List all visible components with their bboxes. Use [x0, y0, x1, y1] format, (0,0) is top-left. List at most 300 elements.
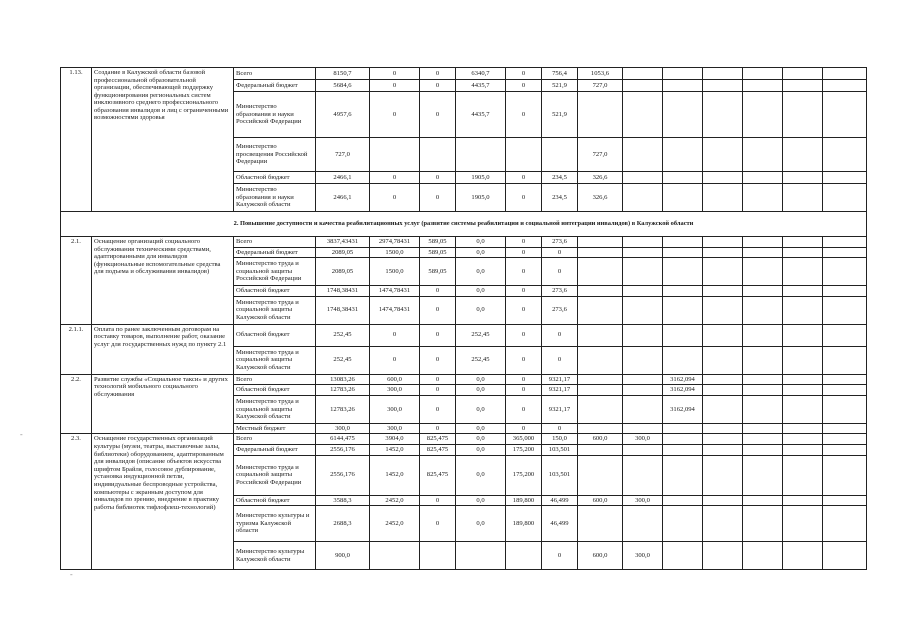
funding-source: Областной бюджет	[234, 385, 316, 396]
amount-cell	[823, 434, 867, 445]
activity-name: Оснащение государственных организаций культуры (музеи, театры, выставочные залы, библиотеки) оборудованием, адаптированным для инвалидов (описание объектов искусства шрифтом Брайля, голосовое дублирование, установка индукционной петли, индивидуальные беспроводные устройства, компьютеры с экранным доступом для инвалидов по зрению, внедрение в практику работы библиотек тифлофлеш-технологий)	[92, 434, 234, 570]
amount-cell: 103,501	[542, 455, 578, 495]
amount-cell	[823, 374, 867, 385]
amount-cell	[823, 423, 867, 434]
amount-cell	[703, 237, 743, 248]
funding-source: Областной бюджет	[234, 324, 316, 346]
amount-cell	[823, 80, 867, 92]
amount-cell: 2089,05	[316, 258, 370, 286]
amount-cell	[783, 80, 823, 92]
item-number: 2.2.	[61, 374, 92, 434]
amount-cell	[542, 138, 578, 172]
amount-cell	[743, 434, 783, 445]
amount-cell: 0	[370, 184, 420, 212]
amount-cell	[623, 395, 663, 423]
funding-source: Областной бюджет	[234, 495, 316, 506]
amount-cell	[743, 346, 783, 374]
amount-cell	[623, 506, 663, 542]
amount-cell	[663, 138, 703, 172]
amount-cell	[823, 542, 867, 570]
funding-source: Министерство труда и социальной защиты Российской Федерации	[234, 455, 316, 495]
amount-cell: 0	[506, 385, 542, 396]
amount-cell	[703, 80, 743, 92]
amount-cell	[663, 324, 703, 346]
amount-cell: 2089,05	[316, 247, 370, 258]
amount-cell	[703, 184, 743, 212]
amount-cell	[623, 184, 663, 212]
amount-cell	[823, 68, 867, 80]
amount-cell	[823, 172, 867, 184]
amount-cell: 589,05	[420, 247, 456, 258]
amount-cell	[703, 138, 743, 172]
item-number: 2.1.	[61, 237, 92, 325]
funding-source: Министерство образования и науки Калужской области	[234, 184, 316, 212]
amount-cell	[743, 395, 783, 423]
funding-source: Министерство труда и социальной защиты Российской Федерации	[234, 258, 316, 286]
amount-cell	[823, 395, 867, 423]
amount-cell: 0	[420, 324, 456, 346]
funding-source: Федеральный бюджет	[234, 80, 316, 92]
amount-cell	[783, 495, 823, 506]
amount-cell: 4957,6	[316, 92, 370, 138]
amount-cell	[663, 434, 703, 445]
amount-cell: 300,0	[370, 423, 420, 434]
amount-cell	[783, 445, 823, 456]
amount-cell: 4435,7	[456, 80, 506, 92]
activity-name: Развитие службы «Социальное такси» и других технологий мобильного социального обслуживания	[92, 374, 234, 434]
amount-cell	[703, 286, 743, 297]
amount-cell: 46,499	[542, 495, 578, 506]
amount-cell: 0	[542, 423, 578, 434]
amount-cell: 3162,094	[663, 374, 703, 385]
amount-cell	[743, 80, 783, 92]
amount-cell: 103,501	[542, 445, 578, 456]
amount-cell	[623, 324, 663, 346]
amount-cell: 0	[506, 374, 542, 385]
amount-cell	[703, 395, 743, 423]
amount-cell: 300,0	[370, 385, 420, 396]
amount-cell	[623, 80, 663, 92]
amount-cell: 0	[506, 286, 542, 297]
amount-cell	[783, 237, 823, 248]
amount-cell: 2556,176	[316, 445, 370, 456]
amount-cell: 300,0	[316, 423, 370, 434]
amount-cell: 0	[420, 80, 456, 92]
amount-cell: 0	[420, 184, 456, 212]
amount-cell: 0	[370, 324, 420, 346]
amount-cell: 600,0	[578, 495, 623, 506]
amount-cell	[370, 542, 420, 570]
amount-cell: 521,9	[542, 92, 578, 138]
amount-cell: 12783,26	[316, 395, 370, 423]
amount-cell	[663, 506, 703, 542]
funding-source: Областной бюджет	[234, 286, 316, 297]
amount-cell	[663, 423, 703, 434]
amount-cell	[703, 423, 743, 434]
amount-cell	[823, 296, 867, 324]
activity-name: Оплата по ранее заключенным договорам на поставку товаров, выполнение работ, оказание услуг для государственных нужд по пункту 2.1	[92, 324, 234, 374]
amount-cell	[420, 542, 456, 570]
amount-cell: 273,6	[542, 237, 578, 248]
amount-cell	[623, 346, 663, 374]
amount-cell: 0	[420, 495, 456, 506]
amount-cell	[663, 172, 703, 184]
amount-cell: 825,475	[420, 445, 456, 456]
amount-cell	[663, 542, 703, 570]
amount-cell	[823, 138, 867, 172]
margin-dash: -	[20, 430, 23, 439]
amount-cell: 0	[506, 395, 542, 423]
amount-cell	[703, 172, 743, 184]
funding-source: Министерство просвещения Российской Федерации	[234, 138, 316, 172]
amount-cell: 252,45	[316, 324, 370, 346]
program-funding-table	[60, 67, 867, 570]
amount-cell	[623, 445, 663, 456]
amount-cell	[823, 445, 867, 456]
amount-cell	[783, 68, 823, 80]
amount-cell: 0,0	[456, 455, 506, 495]
amount-cell: 0,0	[456, 495, 506, 506]
amount-cell: 589,05	[420, 258, 456, 286]
amount-cell: 9321,17	[542, 385, 578, 396]
amount-cell	[783, 172, 823, 184]
amount-cell	[703, 445, 743, 456]
amount-cell: 1905,0	[456, 184, 506, 212]
amount-cell	[783, 92, 823, 138]
amount-cell: 0	[542, 247, 578, 258]
amount-cell: 0,0	[456, 423, 506, 434]
amount-cell: 0,0	[456, 385, 506, 396]
amount-cell	[370, 138, 420, 172]
amount-cell: 0	[420, 385, 456, 396]
amount-cell: 326,6	[578, 184, 623, 212]
amount-cell	[823, 237, 867, 248]
amount-cell: 1053,6	[578, 68, 623, 80]
amount-cell: 6340,7	[456, 68, 506, 80]
amount-cell: 0,0	[456, 296, 506, 324]
table-row	[61, 68, 867, 80]
amount-cell: 0	[370, 68, 420, 80]
amount-cell: 0,0	[456, 434, 506, 445]
funding-source: Всего	[234, 237, 316, 248]
amount-cell: 189,800	[506, 506, 542, 542]
amount-cell: 300,0	[623, 434, 663, 445]
amount-cell	[703, 434, 743, 445]
table-row	[61, 237, 867, 248]
amount-cell: 175,200	[506, 455, 542, 495]
amount-cell	[623, 385, 663, 396]
funding-source: Министерство труда и социальной защиты Калужской области	[234, 296, 316, 324]
amount-cell	[703, 542, 743, 570]
amount-cell	[783, 296, 823, 324]
amount-cell: 0,0	[456, 506, 506, 542]
amount-cell: 727,0	[578, 80, 623, 92]
amount-cell: 252,45	[316, 346, 370, 374]
amount-cell: 2556,176	[316, 455, 370, 495]
amount-cell: 0	[506, 247, 542, 258]
amount-cell	[578, 445, 623, 456]
amount-cell: 0	[420, 296, 456, 324]
amount-cell	[783, 286, 823, 297]
amount-cell	[623, 247, 663, 258]
amount-cell	[703, 495, 743, 506]
amount-cell: 252,45	[456, 324, 506, 346]
amount-cell	[578, 92, 623, 138]
amount-cell	[703, 92, 743, 138]
amount-cell: 0,0	[456, 374, 506, 385]
amount-cell	[623, 138, 663, 172]
amount-cell: 2452,0	[370, 495, 420, 506]
amount-cell	[823, 346, 867, 374]
amount-cell	[743, 455, 783, 495]
amount-cell	[783, 395, 823, 423]
amount-cell	[663, 495, 703, 506]
amount-cell: 6144,475	[316, 434, 370, 445]
amount-cell	[703, 346, 743, 374]
amount-cell: 2688,3	[316, 506, 370, 542]
funding-source: Министерство образования и науки Российской Федерации	[234, 92, 316, 138]
amount-cell: 9321,17	[542, 395, 578, 423]
amount-cell	[623, 455, 663, 495]
amount-cell	[420, 138, 456, 172]
amount-cell: 727,0	[316, 138, 370, 172]
amount-cell	[578, 455, 623, 495]
amount-cell	[783, 324, 823, 346]
amount-cell: 825,475	[420, 455, 456, 495]
amount-cell: 273,6	[542, 296, 578, 324]
amount-cell	[783, 374, 823, 385]
amount-cell: 46,499	[542, 506, 578, 542]
amount-cell: 727,0	[578, 138, 623, 172]
amount-cell: 589,05	[420, 237, 456, 248]
amount-cell	[823, 247, 867, 258]
amount-cell	[703, 296, 743, 324]
amount-cell	[703, 455, 743, 495]
amount-cell	[823, 506, 867, 542]
amount-cell: 12783,26	[316, 385, 370, 396]
amount-cell	[743, 324, 783, 346]
amount-cell: 234,5	[542, 172, 578, 184]
amount-cell	[663, 445, 703, 456]
amount-cell: 1474,78431	[370, 286, 420, 297]
amount-cell: 9321,17	[542, 374, 578, 385]
amount-cell	[578, 423, 623, 434]
amount-cell	[663, 286, 703, 297]
amount-cell	[663, 68, 703, 80]
item-number: 2.1.1.	[61, 324, 92, 374]
amount-cell: 0	[506, 346, 542, 374]
amount-cell	[663, 237, 703, 248]
amount-cell	[663, 80, 703, 92]
amount-cell	[703, 374, 743, 385]
amount-cell: 2466,1	[316, 172, 370, 184]
amount-cell: 900,0	[316, 542, 370, 570]
amount-cell: 234,5	[542, 184, 578, 212]
amount-cell: 825,475	[420, 434, 456, 445]
amount-cell: 600,0	[578, 542, 623, 570]
amount-cell: 0	[420, 506, 456, 542]
amount-cell	[578, 258, 623, 286]
amount-cell: 0	[506, 423, 542, 434]
amount-cell: 3904,0	[370, 434, 420, 445]
amount-cell: 1500,0	[370, 258, 420, 286]
item-number: 2.3.	[61, 434, 92, 570]
amount-cell: 600,0	[370, 374, 420, 385]
amount-cell	[823, 324, 867, 346]
amount-cell: 0,0	[456, 258, 506, 286]
amount-cell: 0	[420, 92, 456, 138]
amount-cell	[578, 374, 623, 385]
amount-cell	[783, 385, 823, 396]
amount-cell	[743, 247, 783, 258]
activity-name: Оснащение организаций социального обслуживания техническими средствами, адаптированными для инвалидов (функциональные вспомогательные средства для подъема и обслуживания инвалидов)	[92, 237, 234, 325]
amount-cell: 756,4	[542, 68, 578, 80]
amount-cell	[703, 506, 743, 542]
amount-cell	[783, 247, 823, 258]
amount-cell	[783, 184, 823, 212]
amount-cell	[663, 247, 703, 258]
amount-cell	[506, 138, 542, 172]
funding-source: Министерство труда и социальной защиты Калужской области	[234, 395, 316, 423]
amount-cell	[578, 247, 623, 258]
amount-cell	[663, 455, 703, 495]
amount-cell: 0	[420, 423, 456, 434]
amount-cell: 0	[420, 374, 456, 385]
section-header-row	[61, 212, 867, 237]
amount-cell: 0	[506, 258, 542, 286]
amount-cell	[578, 324, 623, 346]
amount-cell: 1474,78431	[370, 296, 420, 324]
amount-cell: 1452,0	[370, 445, 420, 456]
amount-cell	[823, 92, 867, 138]
amount-cell	[743, 138, 783, 172]
funding-source: Министерство труда и социальной защиты Калужской области	[234, 346, 316, 374]
funding-source: Министерство культуры Калужской области	[234, 542, 316, 570]
amount-cell: 300,0	[370, 395, 420, 423]
amount-cell: 600,0	[578, 434, 623, 445]
amount-cell: 0,0	[456, 445, 506, 456]
funding-source: Областной бюджет	[234, 172, 316, 184]
amount-cell: 0,0	[456, 395, 506, 423]
amount-cell	[623, 286, 663, 297]
table-row	[61, 374, 867, 385]
amount-cell	[743, 237, 783, 248]
amount-cell	[823, 495, 867, 506]
amount-cell	[783, 346, 823, 374]
amount-cell: 252,45	[456, 346, 506, 374]
amount-cell	[743, 542, 783, 570]
amount-cell: 365,000	[506, 434, 542, 445]
amount-cell	[743, 296, 783, 324]
amount-cell	[783, 423, 823, 434]
amount-cell	[578, 506, 623, 542]
amount-cell	[743, 92, 783, 138]
amount-cell	[456, 138, 506, 172]
amount-cell: 0	[542, 324, 578, 346]
amount-cell: 0,0	[456, 237, 506, 248]
amount-cell	[743, 258, 783, 286]
amount-cell	[578, 346, 623, 374]
funding-source: Федеральный бюджет	[234, 445, 316, 456]
amount-cell	[623, 374, 663, 385]
amount-cell	[823, 258, 867, 286]
amount-cell	[506, 542, 542, 570]
amount-cell: 3162,094	[663, 395, 703, 423]
amount-cell: 0	[420, 286, 456, 297]
amount-cell	[703, 258, 743, 286]
amount-cell: 0,0	[456, 286, 506, 297]
amount-cell	[623, 296, 663, 324]
amount-cell	[743, 506, 783, 542]
amount-cell	[743, 423, 783, 434]
amount-cell: 300,0	[623, 495, 663, 506]
amount-cell	[743, 184, 783, 212]
amount-cell	[743, 374, 783, 385]
amount-cell	[578, 296, 623, 324]
amount-cell	[743, 385, 783, 396]
amount-cell	[663, 346, 703, 374]
funding-source: Всего	[234, 374, 316, 385]
amount-cell	[578, 237, 623, 248]
amount-cell	[783, 138, 823, 172]
amount-cell: 0	[370, 346, 420, 374]
amount-cell	[743, 286, 783, 297]
funding-source: Всего	[234, 434, 316, 445]
table-row	[61, 324, 867, 346]
amount-cell: 300,0	[623, 542, 663, 570]
amount-cell: 1748,38431	[316, 286, 370, 297]
amount-cell	[663, 258, 703, 286]
amount-cell: 13083,26	[316, 374, 370, 385]
amount-cell: 2452,0	[370, 506, 420, 542]
amount-cell	[703, 385, 743, 396]
amount-cell	[703, 247, 743, 258]
funding-source: Местный бюджет	[234, 423, 316, 434]
amount-cell	[823, 184, 867, 212]
amount-cell: 326,6	[578, 172, 623, 184]
amount-cell: 0	[420, 395, 456, 423]
amount-cell	[743, 495, 783, 506]
amount-cell: 0	[542, 346, 578, 374]
amount-cell	[823, 286, 867, 297]
activity-name: Создание в Калужской области базовой профессиональной образовательной организации, обеспечивающей поддержку функционирования региональных систем инклюзивного среднего профессионального образования инвалидов и лиц с ограниченными возможностями здоровья	[92, 68, 234, 212]
amount-cell	[623, 258, 663, 286]
amount-cell	[623, 68, 663, 80]
amount-cell	[823, 385, 867, 396]
amount-cell: 1905,0	[456, 172, 506, 184]
item-number: 1.13.	[61, 68, 92, 212]
amount-cell: 0	[506, 172, 542, 184]
amount-cell	[743, 68, 783, 80]
amount-cell	[623, 237, 663, 248]
amount-cell: 1748,38431	[316, 296, 370, 324]
amount-cell: 0	[370, 80, 420, 92]
amount-cell	[663, 92, 703, 138]
amount-cell	[663, 296, 703, 324]
amount-cell: 0	[506, 237, 542, 248]
amount-cell: 175,200	[506, 445, 542, 456]
margin-dash: -	[70, 570, 73, 579]
amount-cell: 521,9	[542, 80, 578, 92]
amount-cell: 0	[420, 346, 456, 374]
amount-cell: 273,6	[542, 286, 578, 297]
amount-cell	[703, 324, 743, 346]
amount-cell	[743, 445, 783, 456]
amount-cell	[783, 506, 823, 542]
amount-cell: 2974,78431	[370, 237, 420, 248]
amount-cell	[578, 286, 623, 297]
amount-cell	[623, 92, 663, 138]
